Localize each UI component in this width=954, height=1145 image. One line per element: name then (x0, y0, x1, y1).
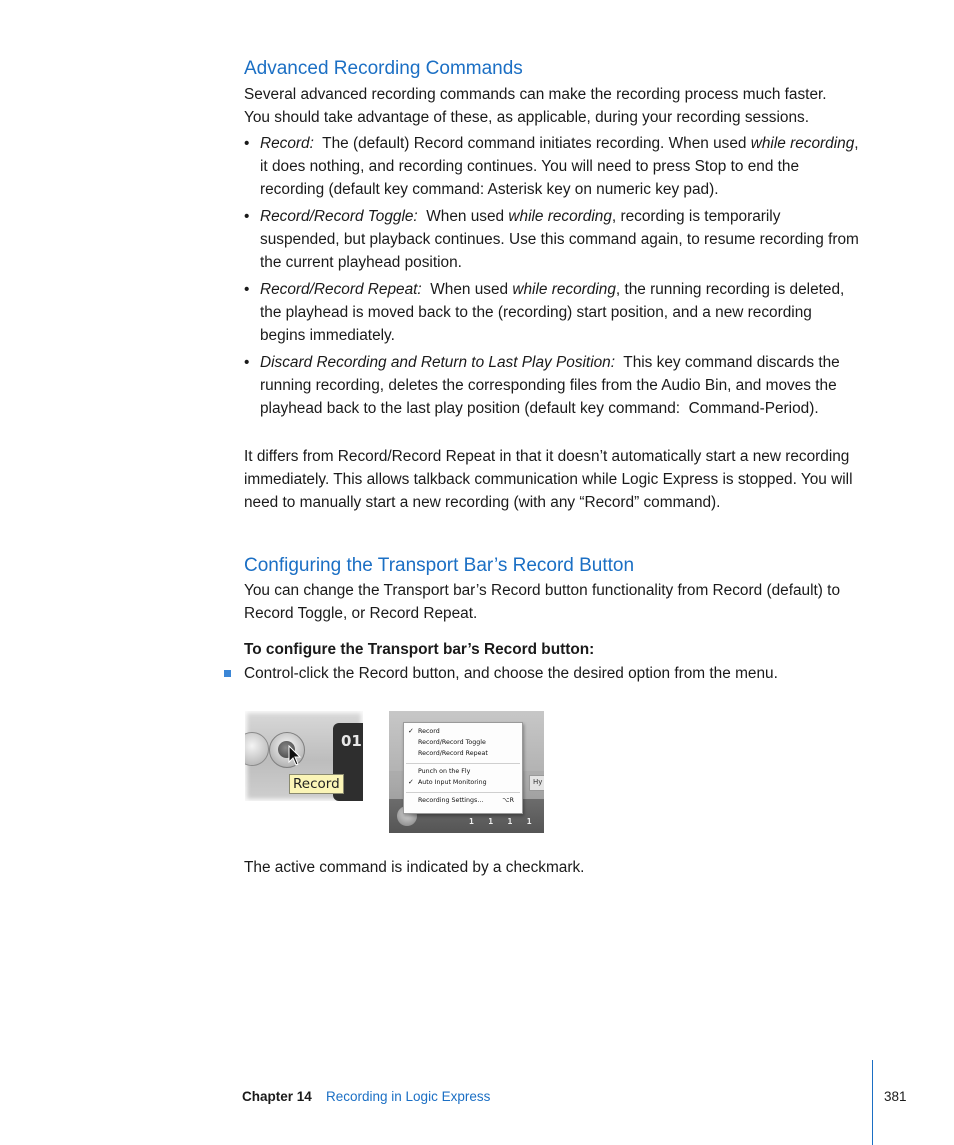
menu-item-record-repeat[interactable]: Record/Record Repeat (418, 750, 488, 757)
record-button-screenshot (245, 711, 363, 801)
step-bullet-square (224, 670, 231, 677)
mouse-pointer-icon (288, 745, 302, 767)
command-bullet-list (244, 132, 860, 424)
menu-item-record-toggle[interactable]: Record/Record Toggle (418, 739, 486, 746)
menu-item-recording-settings[interactable]: Recording Settings… (418, 797, 484, 804)
figure-caption: The active command is indicated by a checkmark. (244, 859, 585, 876)
bullet-text: When used (421, 281, 513, 298)
counter-digits: 01 (341, 732, 362, 750)
bullet-term: Record/Record Toggle: (260, 208, 418, 225)
bullet-discard-recording: • Discard Recording and Return to Last Play Position: This key command discards the running recording, deletes the corresponding files from the Audio Bin, and moves the playhead back to the last play position (default key command: Command-Period). (244, 354, 844, 417)
bullet-term: Record/Record Repeat: (260, 281, 422, 298)
menu-item-record[interactable]: Record (418, 728, 440, 735)
step-text: Control-click the Record button, and choose the desired option from the menu. (244, 665, 778, 682)
section-heading-configuring-record-button: Configuring the Transport Bar’s Record Button (244, 555, 635, 576)
tooltip (289, 774, 344, 794)
menu-separator (406, 792, 520, 793)
footer-divider (872, 1060, 873, 1145)
bullet-emphasis: while recording (508, 208, 612, 225)
footer-chapter-title: Recording in Logic Express (326, 1089, 491, 1104)
bullet-text: When used (417, 208, 509, 225)
tooltip-label: Record (293, 776, 340, 792)
bullet-record-toggle: • Record/Record Toggle: When used while recording, recording is temporarily suspended, but playback continues. Use this command again, to resume recording from the current playhead position. (244, 208, 859, 271)
bullet-text-cont: , the running recording is deleted, the playhead is moved back to the (recording) start position, and a new recording begins immediately. (260, 281, 845, 344)
intro-line-1: Several advanced recording commands can make the recording process much faster. (244, 86, 827, 103)
task-heading: To configure the Transport bar’s Record button: (244, 641, 595, 658)
side-button[interactable] (529, 775, 544, 791)
bullet-text-cont: , it does nothing, and recording continues. You will need to press Stop to end the recording (default key command: Asterisk key on numeric key pad). (260, 135, 859, 198)
bullet-emphasis: while recording (750, 135, 855, 152)
checkmark-icon: ✓ (408, 727, 414, 735)
intro-paragraph (244, 83, 860, 129)
side-button-label: Hy (533, 778, 543, 786)
section2-intro: You can change the Transport bar’s Record button functionality from Record (default) to Record Toggle, or Record Repeat. (244, 582, 841, 622)
menu-item-punch-on-the-fly[interactable]: Punch on the Fly (418, 768, 471, 775)
bullet-record: • Record: The (default) Record command initiates recording. When used while recording, it does nothing, and recording continues. You will need to press Stop to end the recording (default key command: Asterisk key on numeric key pad). (244, 135, 859, 198)
menu-separator (406, 763, 520, 764)
record-menu-screenshot (389, 711, 544, 833)
menu-shortcut-option-r: ⌥R (502, 797, 514, 804)
bullet-term: Discard Recording and Return to Last Play Position: (260, 354, 616, 371)
record-options-menu (403, 722, 523, 814)
intro-line-2: You should take advantage of these, as applicable, during your recording sessions. (244, 109, 809, 126)
bullet-text: This key command discards the running recording, deletes the corresponding files from the Audio Bin, and moves the playhead back to the last play position (default key command: Command-Period). (260, 354, 844, 417)
bullet-record-repeat: • Record/Record Repeat: When used while recording, the running recording is deleted, the playhead is moved back to the (recording) start position, and a new recording begins immediately. (244, 281, 845, 344)
section-heading-advanced-recording: Advanced Recording Commands (244, 58, 523, 79)
page-number: 381 (884, 1089, 907, 1104)
menu-item-auto-input-monitoring[interactable]: Auto Input Monitoring (418, 779, 487, 786)
closing-paragraph: It differs from Record/Record Repeat in that it doesn’t automatically start a new recording immediately. This allows talkback communication while Logic Express is stopped. You will need to manually start a new recording (with any “Record” command). (244, 448, 853, 511)
bar-position-numbers: 1 1 1 1 (469, 817, 532, 826)
transport-button-left (245, 732, 269, 766)
bullet-term: Record: (260, 135, 314, 152)
footer-chapter-label: Chapter 14 (242, 1089, 312, 1104)
bullet-emphasis: while recording (512, 281, 616, 298)
checkmark-icon: ✓ (408, 778, 414, 786)
bullet-text-cont: , recording is temporarily suspended, but playback continues. Use this command again, to resume recording from the current playhead position. (260, 208, 859, 271)
bullet-text: The (default) Record command initiates recording. When used (313, 135, 751, 152)
